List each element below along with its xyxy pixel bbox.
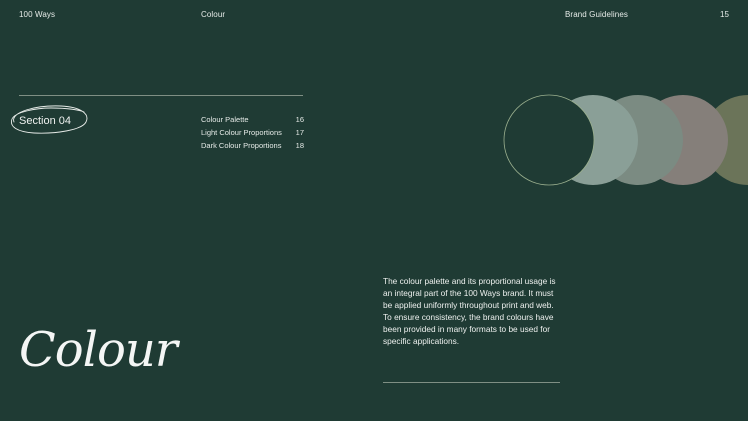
top-divider [19, 95, 303, 96]
header-section-name: Colour [201, 10, 226, 19]
toc-item[interactable] [201, 128, 304, 137]
toc-item-label: Colour Palette [201, 115, 249, 124]
brand-name: 100 Ways [19, 10, 56, 19]
document-title: Brand Guidelines [565, 10, 628, 19]
colour-swatch-circles [500, 92, 748, 188]
page-title: Colour [19, 322, 177, 378]
toc-item-page: 18 [295, 141, 304, 150]
toc-item-page: 16 [295, 115, 304, 124]
toc-item[interactable] [201, 115, 304, 124]
page-number: 15 [720, 10, 730, 19]
swatch-circle-1 [504, 95, 594, 185]
section-label: Section 04 [19, 115, 71, 127]
toc-item-label: Dark Colour Proportions [201, 141, 282, 150]
toc-item[interactable] [201, 141, 304, 150]
toc-item-page: 17 [295, 128, 304, 137]
toc-item-label: Light Colour Proportions [201, 128, 282, 137]
bottom-divider [383, 382, 560, 383]
intro-paragraph: The colour palette and its proportional usage is an integral part of the 100 Ways brand. It must be applied uniformly throughout print and web. To ensure consistency, the brand colours have been provided in many formats to be used for specific applications. [383, 276, 556, 346]
